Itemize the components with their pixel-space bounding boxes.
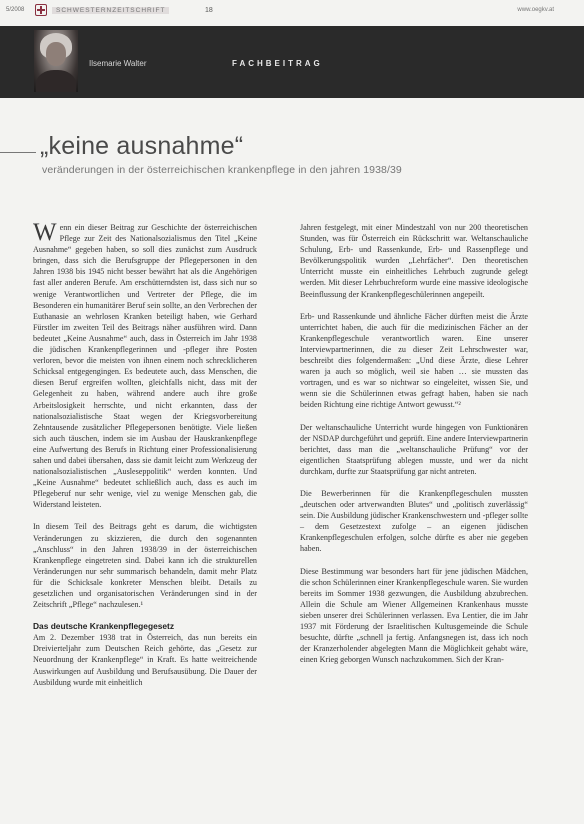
paragraph: Der weltanschauliche Unterricht wurde hingegen von Funktionären der NSDAP durchgeführt und geprüft. Eine andere Interviewpartnerin berichtet, dass man die „weltanschauliche Prüfung“ vor der eigentlichen Staatsprüfung ablegen musste, und wer da nicht durchkam, durfte zur Staatsprüfung gar nicht antreten. — [300, 422, 528, 476]
left-column — [33, 219, 257, 699]
paragraph: Erb- und Rassenkunde und ähnliche Fächer dürften meist die Ärzte unterrichtet haben, die auch für die medizinischen Fächer an der Krankenpflegeschule verantwortlich waren. Eine unserer Interviewpartnerinnen, die zu dieser Zeit Lehrschwester war, beschreibt dies folgendermaßen: „Und diese Ärzte, diese Lehrer waren ja auch so möglich, weil sie haben … sie mussten das vortragen, und es war so nichtwar so eingeleitet, wissen Sie, und wenn sie die Schülerinnen etwas gefragt haben, haben sie nach beiden Richtung eine richtige Antwort gewusst.“² — [300, 311, 528, 410]
cross-logo-icon — [35, 4, 47, 16]
author-photo — [34, 30, 78, 92]
header-right-text: www.oegkv.at — [517, 7, 554, 13]
author-name: Ilsemarie Walter — [89, 59, 147, 68]
paragraph: Am 2. Dezember 1938 trat in Österreich, das nun bereits ein Dreivierteljahr zum Deutschen Reich gehörte, das „Gesetz zur Neuordnung der Krankenpflege“ in Kraft. Es hatte weitreichende Auswirkungen auf Ausbildung und Berufsausübung. Die Dauer der Ausbildung wurde mit einheitlich — [33, 633, 257, 687]
paragraph: Die Bewerberinnen für die Krankenpflegeschulen mussten „deutschen oder artverwandten Blutes“ und „politisch zuverlässig“ sein. Die Ausbildung jüdischer Krankenschwestern und -pfleger sollte – dem Gesetzestext zufolge – an eigenen jüdischen Krankenpflegeschulen erfolgen, solche dürfte es aber nie gegeben haben. — [300, 488, 528, 554]
article-subtitle: veränderungen in der österreichischen krankenpflege in den jahren 1938/39 — [42, 164, 402, 176]
issue-number: 5/2008 — [6, 7, 25, 13]
dropcap: W — [33, 219, 57, 246]
section-label: FACHBEITRAG — [232, 59, 323, 68]
page-number: 18 — [205, 7, 213, 14]
right-column — [300, 222, 528, 676]
title-rule — [0, 152, 36, 153]
paragraph — [33, 219, 257, 510]
magazine-name: SCHWESTERNZEITSCHRIFT — [52, 7, 169, 14]
article-title: „keine ausnahme“ — [40, 132, 244, 160]
section-heading: Das deutsche Krankenpflegegesetz — [33, 621, 175, 632]
paragraph: In diesem Teil des Beitrags geht es darum, die wichtigsten Veränderungen zu skizzieren, die durch den sogenannten „Anschluss“ in den Jahren 1938/39 in der österreichischen Krankenpflege eingetreten sind. Dabei kann ich die strukturellen Veränderungen nur sehr summarisch behandeln, damit mehr Platz für die Schicksale konkreter Menschen bleibt. Details zu gesetzlichen und organisatorischen Veränderungen sind in der Zeitschrift „Pflege“ nachzulesen.¹ — [33, 522, 257, 610]
paragraph: Jahren festgelegt, mit einer Mindestzahl von nur 200 theoretischen Stunden, was für Österreich ein Rückschritt war. Weltanschauliche Schulung, Erb- und Rassenkunde, Erb- und Rassenpflege und Bevölkerungspolitik wurden „Lehrfächer“. Den theoretischen Unterricht musste ein einheitliches Lehrbuch zugrunde gelegt werden. Mit dieser Lehrbuchreform wurde eine massive ideologische Beeinflussung der Krankenpflegeschülerinnen angepeilt. — [300, 223, 528, 299]
paragraph-text: enn ein dieser Beitrag zur Geschichte der österreichischen Pflege zur Zeit des Nationalsozialismus den Titel „Keine Ausnahme“ gegeben haben, so soll dies zunächst zum Ausdruck bringen, dass sich die Berufsgruppe der Pflegepersonen in den Jahren 1938 bis 1945 nicht besser bewährt hat als die Angehörigen fast aller anderen Berufe. Am erschütterndsten ist, dass sich nur so wenige Verantwortlichen und Vertreter der Pflege, die im Besonderen ein humanitärer Beruf sein sollte, an den Verbrechen der Euthanasie an wehrlosen Kranken beteiligt haben, wie Gerhard Fürstler im zweiten Teil des Beitrags näher ausführen wird. Dann bedeutet „Keine Ausnahme“ auch, dass in Österreich im Jahr 1938 die jüdischen Krankenpflegerinnen und -pfleger ihre Posten verloren, bevor die meisten von ihnen einem noch schrecklicheren Schicksal entgegengingen. Es bedeutete auch, dass Menschen, die diesen Beruf ergreifen wollten, gleichfalls nicht, dass mit der Gelegenheit zu haben, während andere auch ihre große Arbeitslosigkeit herrschte, und nicht erkannten, dass der nationalsozialistische Staat wegen der Kriegsvorbereitung Zehntausende zusätzlicher Pflegepersonen benötigte. Viele ließen sich auch täuschen, indem sie im Ausbau der Hauskrankenpflege eine Aufwertung des Berufs in Richtung einer Professionalisierung sahen und dabei übersahen, dass sie damit leicht zum Werkzeug der nationalsozialistischen „Ausleseppolitik“ werden konnten. Und „Keine Ausnahme“ bedeutet schließlich auch, dass es auch im Pflegeberuf nur sehr wenige, viel zu wenige Menschen gab, die Widerstand leisteten. — [33, 223, 257, 510]
paragraph: Diese Bestimmung war besonders hart für jene jüdischen Mädchen, die schon Schülerinnen einer Krankenpflegeschule waren. Sie wurden bereits im Sommer 1938 gezwungen, die Ausbildung abzubrechen. Allein die Schule am Wiener Allgemeinen Krankenhaus musste sieben unserer drei Schülerinnen verlassen. Eva Lentier, die im Jahr 1937 mit Förderung der Israelitischen Kultusgemeinde die Schule besuchte, dürfte „schnell ja fertig. Anfangsnegen ist, dass ich noch der Kranzerholender abgelegten Mann die Möglichkeit gehabt wäre, einen Krieg geborgen Wunsch nachzukommen. Sich der Kran- — [300, 566, 528, 665]
page-header — [0, 0, 584, 24]
